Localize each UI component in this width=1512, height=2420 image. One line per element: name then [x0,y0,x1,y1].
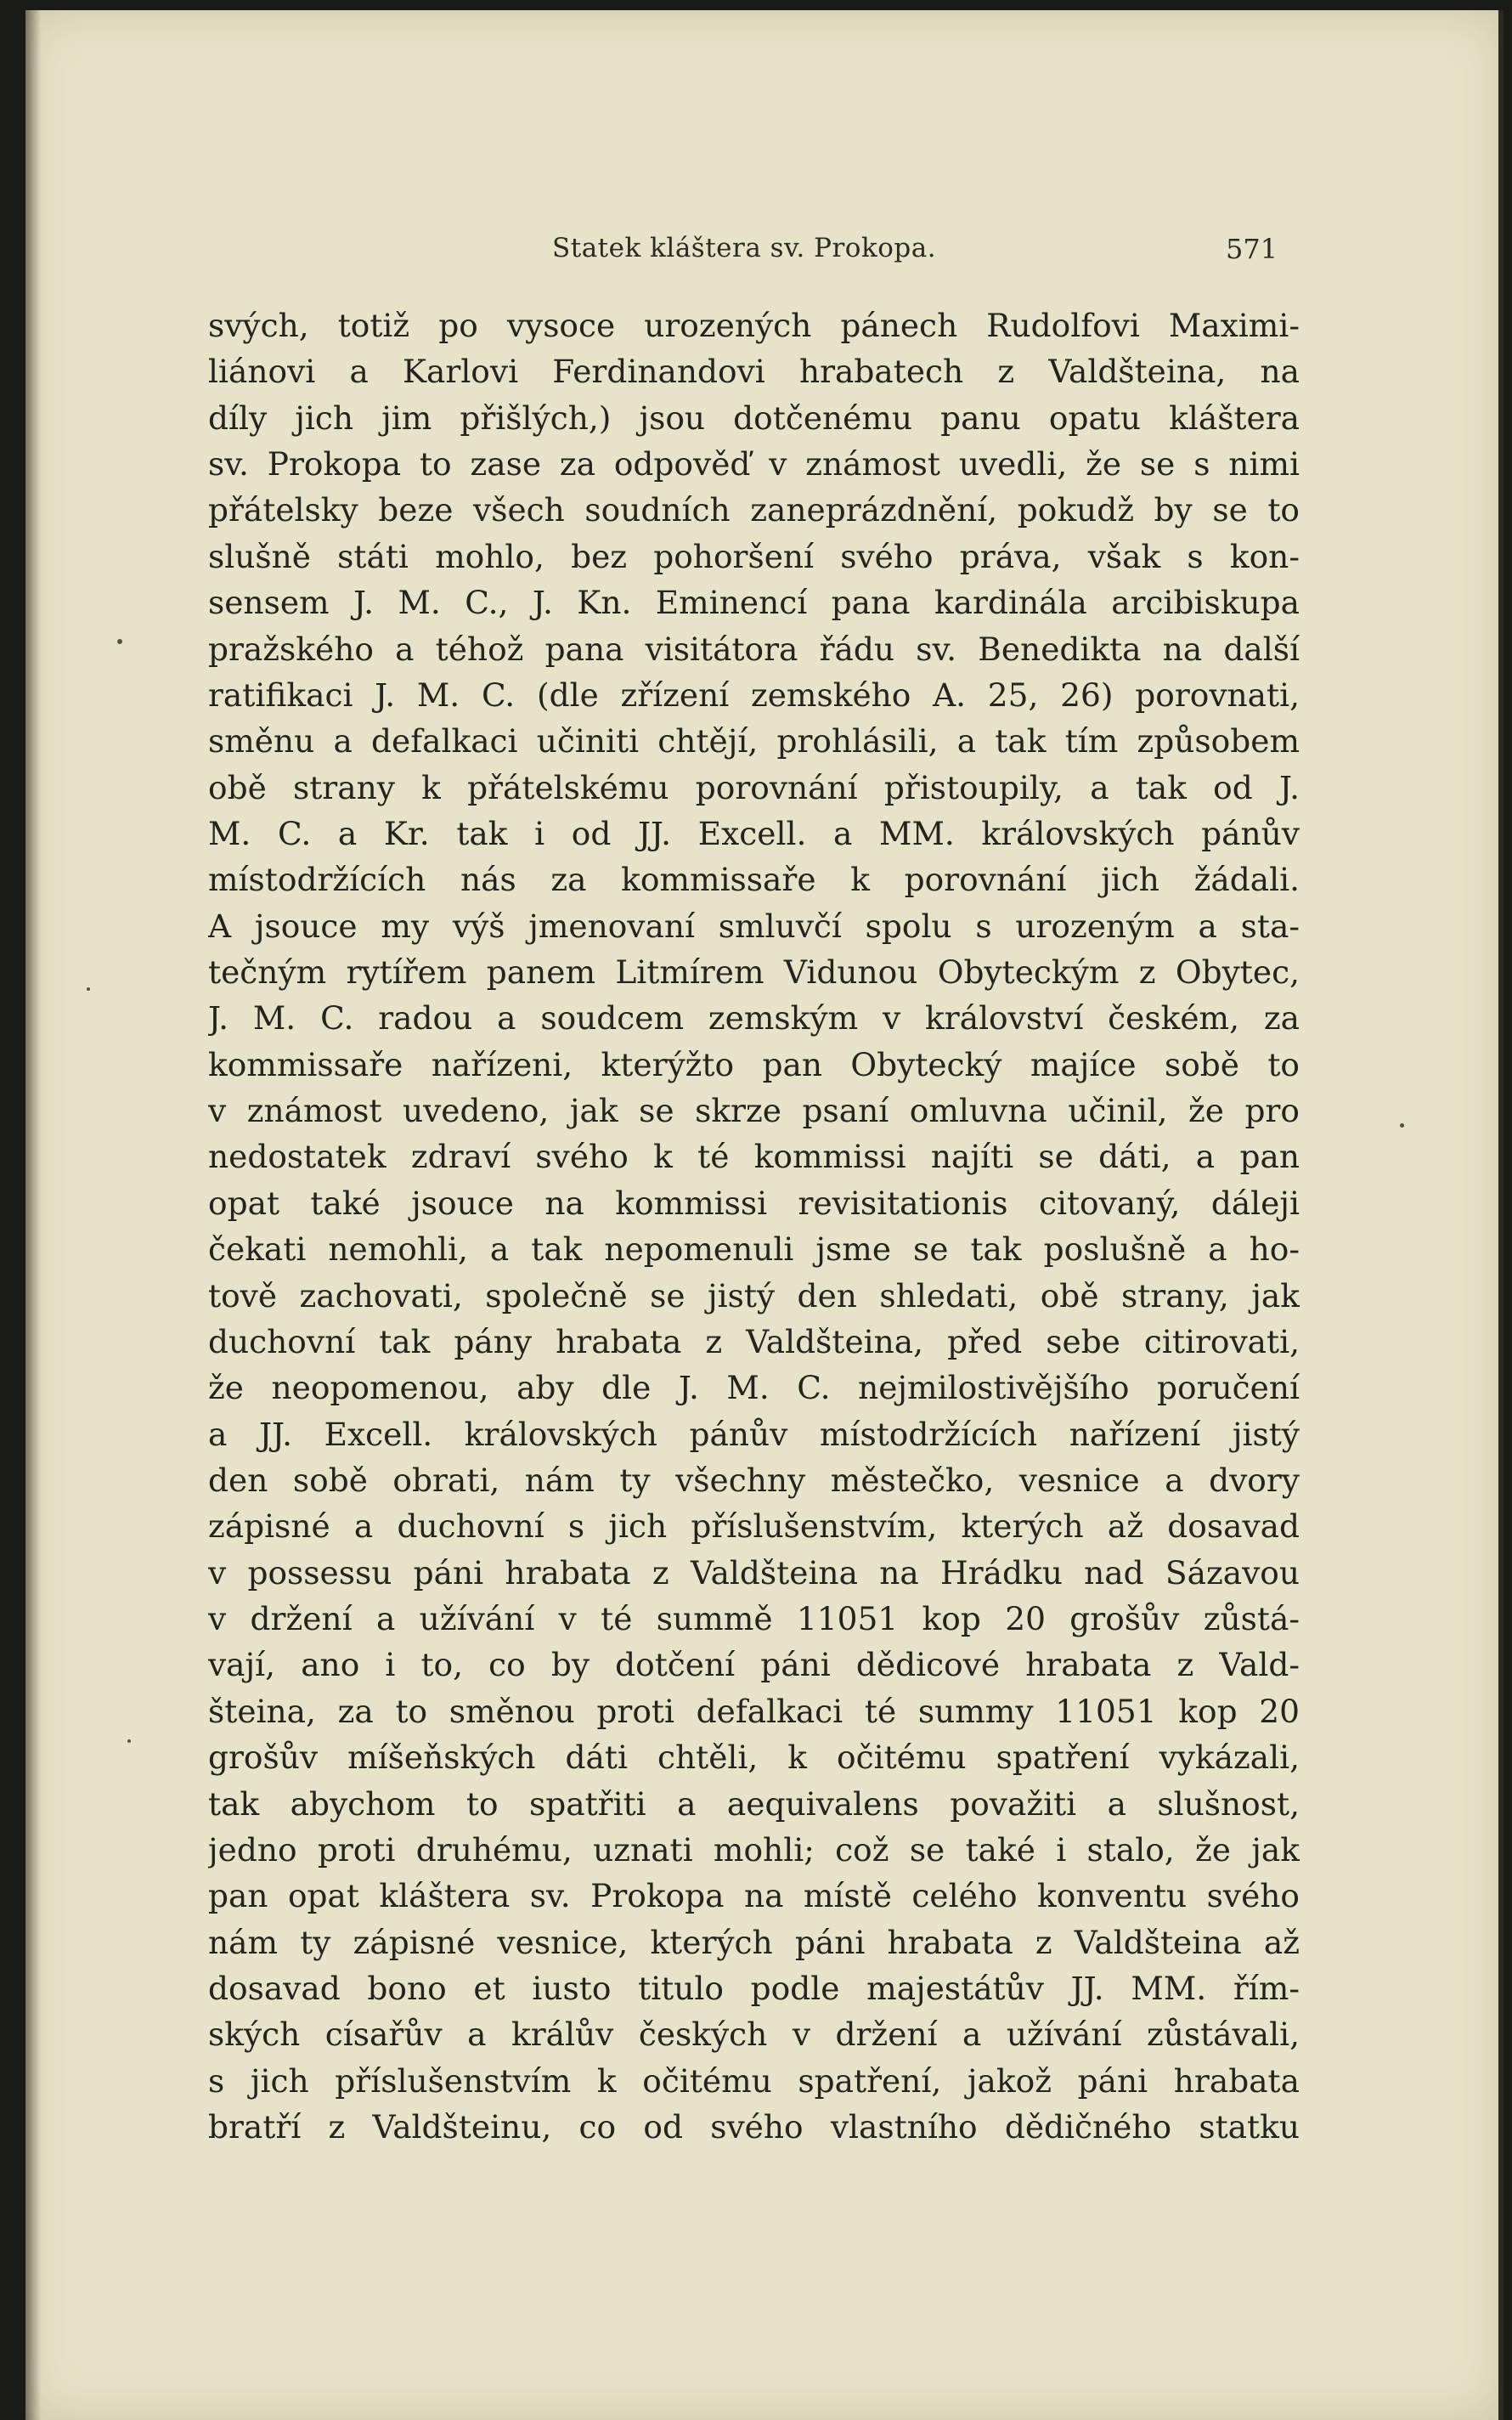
text-line: vají, ano i to, co by dotčení páni dědicové hrabata z Vald- [208,1646,1300,1684]
text-line: v držení a užívání v té summě 11051 kop 20 grošův zůstá- [208,1600,1300,1638]
text-line: pražského a téhož pana visitátora řádu sv. Benedikta na další [208,630,1300,668]
text-line: zápisné a duchovní s jich příslušenstvím, kterých až dosavad [208,1507,1300,1546]
text-line: nedostatek zdraví svého k té kommissi najíti se dáti, a pan [208,1138,1300,1176]
text-line: tově zachovati, společně se jistý den shledati, obě strany, jak [208,1276,1300,1315]
book-page [25,10,1504,2420]
text-line: grošův míšeňských dáti chtěli, k očitému spatření vykázali, [208,1739,1300,1777]
text-line: přátelsky beze všech soudních zaneprázdnění, pokudž by se to [208,491,1300,529]
page-edge [1498,10,1504,2420]
text-line: šteina, za to směnou proti defalkaci té summy 11051 kop 20 [208,1692,1300,1730]
text-line: místodržících nás za kommissaře k porovnání jich žádali. [208,861,1300,899]
page-number: 571 [1226,233,1278,265]
text-line: v známost uvedeno, jak se skrze psaní omluvna učinil, že pro [208,1092,1300,1130]
text-line: díly jich jim přišlých,) jsou dotčenému panu opatu kláštera [208,399,1300,437]
running-head: Statek kláštera sv. Prokopa. [552,233,937,263]
text-line: nám ty zápisné vesnice, kterých páni hrabata z Valdšteina až [208,1923,1300,1961]
text-line: J. M. C. radou a soudcem zemským v království českém, za [208,999,1300,1038]
text-line: v possessu páni hrabata z Valdšteina na Hrádku nad Sázavou [208,1553,1300,1592]
text-line: bratří z Valdšteinu, co od svého vlastního dědičného statku [208,2108,1300,2146]
text-line: A jsouce my výš jmenovaní smluvčí spolu s urozeným a sta- [208,907,1300,945]
text-line: M. C. a Kr. tak i od JJ. Excell. a MM. královských pánův [208,814,1300,852]
text-line: liánovi a Karlovi Ferdinandovi hrabatech z Valdšteina, na [208,353,1300,391]
paper-speck [127,1739,131,1743]
text-line: kommissaře nařízeni, kterýžto pan Obytecký majíce sobě to [208,1045,1300,1083]
text-line: duchovní tak pány hrabata z Valdšteina, před sebe citirovati, [208,1322,1300,1360]
paper-speck [1400,1123,1404,1128]
text-line: slušně státi mohlo, bez pohoršení svého práva, však s kon- [208,537,1300,575]
text-line: sv. Prokopa to zase za odpověď v známost uvedli, že se s nimi [208,445,1300,483]
text-line: jedno proti druhému, uznati mohli; což se také i stalo, že jak [208,1830,1300,1869]
text-line: pan opat kláštera sv. Prokopa na místě celého konventu svého [208,1877,1300,1915]
paper-speck [87,987,90,991]
page-header [25,233,1504,275]
text-line: sensem J. M. C., J. Kn. Eminencí pana kardinála arcibiskupa [208,584,1300,622]
text-line: dosavad bono et iusto titulo podle majestátův JJ. MM. řím- [208,1969,1300,2007]
body-text [208,302,1300,2150]
text-line: tak abychom to spatřiti a aequivalens považiti a slušnost, [208,1784,1300,1823]
text-line: den sobě obrati, nám ty všechny městečko, vesnice a dvory [208,1461,1300,1499]
text-line: s jich příslušenstvím k očitému spatření, jakož páni hrabata [208,2061,1300,2100]
text-line: opat také jsouce na kommissi revisitationis citovaný, dáleji [208,1184,1300,1222]
text-line: obě strany k přátelskému porovnání přistoupily, a tak od J. [208,768,1300,806]
text-line: svých, totiž po vysoce urozených pánech Rudolfovi Maximi- [208,307,1300,344]
spine-shadow [25,10,41,2420]
text-line: ratifikaci J. M. C. (dle zřízení zemského A. 25, 26) porovnati, [208,676,1300,714]
text-line: čekati nemohli, a tak nepomenuli jsme se tak poslušně a ho- [208,1230,1300,1269]
text-line: že neopomenou, aby dle J. M. C. nejmilostivějšího poručení [208,1369,1300,1407]
text-line: a JJ. Excell. královských pánův místodržících nařízení jistý [208,1415,1300,1453]
text-line: směnu a defalkaci učiniti chtějí, prohlásili, a tak tím způsobem [208,722,1300,760]
paper-speck [117,639,122,644]
text-line: ských císařův a králův českých v držení a užívání zůstávali, [208,2016,1300,2054]
text-line: tečným rytířem panem Litmírem Vidunou Obyteckým z Obytec, [208,953,1300,992]
